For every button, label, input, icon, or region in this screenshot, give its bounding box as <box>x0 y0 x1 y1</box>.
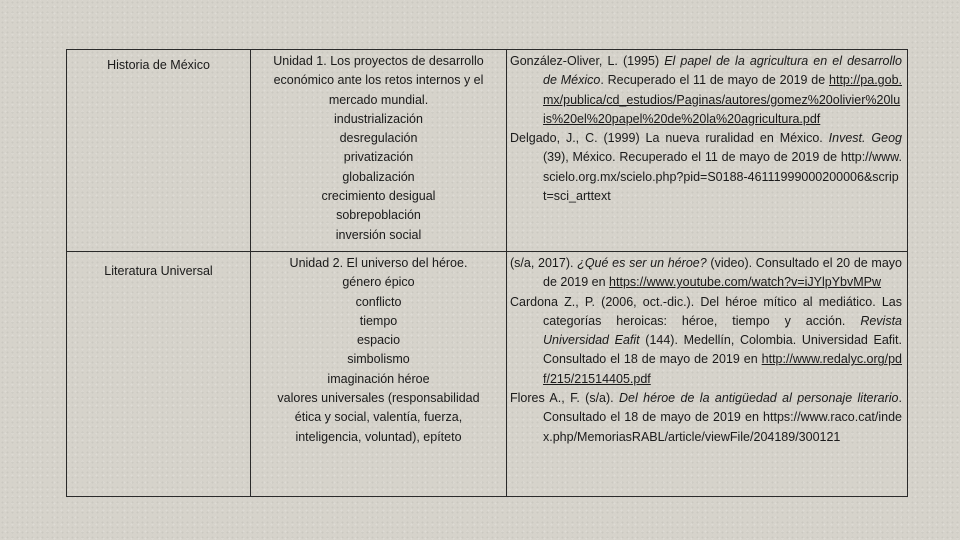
subject-cell <box>67 252 251 497</box>
unit-line: mercado mundial. <box>328 92 429 107</box>
unit-line: privatización <box>343 150 414 165</box>
reference-text: . Recuperado el 11 de mayo de 2019 de <box>600 73 830 88</box>
reference-text: Flores A., F. (s/a). <box>510 391 620 406</box>
unit-content <box>251 50 506 245</box>
reference-title: Invest. Geog <box>828 131 902 146</box>
unit-line: desregulación <box>339 131 418 146</box>
reference-entry <box>510 52 902 129</box>
unit-cell <box>251 50 507 252</box>
reference-text: (video). Consultado el 20 de mayo de 2019 en <box>543 256 903 290</box>
unit-content <box>251 252 506 447</box>
unit-line: económico ante los retos internos y el <box>273 73 484 88</box>
unit-line: crecimiento desigual <box>321 189 436 204</box>
reference-title: El papel de la agricultura en el desarrollo de México <box>543 54 902 88</box>
reference-entry <box>510 129 902 206</box>
references-content <box>507 252 907 447</box>
table-row <box>67 50 908 252</box>
subject-cell <box>67 50 251 252</box>
reference-text: (s/a, 2017). <box>510 256 578 270</box>
reference-link[interactable]: https://www.youtube.com/watch?v=iJYlpYbvMPw <box>609 275 882 290</box>
unit-line: inversión social <box>335 227 422 242</box>
unit-line: Unidad 1. Los proyectos de desarrollo <box>273 54 484 68</box>
unit-cell <box>251 252 507 497</box>
unit-line: tiempo <box>359 313 398 328</box>
reference-title: ¿Qué es ser un héroe? <box>577 256 707 270</box>
subject-label: Historia de México <box>107 58 210 72</box>
reference-text: González-Oliver, L. (1995) <box>510 54 665 68</box>
unit-line: conflicto <box>355 294 402 309</box>
unit-line: inteligencia, voluntad), epíteto <box>295 429 462 444</box>
reference-title: Del héroe de la antigüedad al personaje literario <box>619 391 899 406</box>
reference-text: (144). Medellín, Colombia. Universidad Eafit. Consultado el 18 de mayo de 2019 en <box>543 333 902 367</box>
references-cell <box>507 252 908 497</box>
unit-line: sobrepoblación <box>336 208 421 223</box>
table-row <box>67 252 908 497</box>
unit-line: ética y social, valentía, fuerza, <box>294 410 463 425</box>
unit-line: valores universales (responsabilidad <box>277 391 480 406</box>
reference-url: https://www.raco.cat/index.php/MemoriasRABL/article/viewFile/204189/300121 <box>543 410 902 444</box>
bibliography-table <box>66 49 908 497</box>
unit-line: Unidad 2. El universo del héroe. <box>289 256 468 270</box>
unit-line: simbolismo <box>347 352 410 367</box>
reference-text: (39), México. Recuperado el 11 de mayo de 2019 de <box>543 150 841 165</box>
reference-entry <box>510 293 902 389</box>
reference-text: Delgado, J., C. (1999) La nueva ruralidad en México. <box>510 131 829 146</box>
unit-line: imaginación héroe <box>327 371 430 386</box>
unit-line: espacio <box>356 333 401 348</box>
reference-text: Cardona Z., P. (2006, oct.-dic.). Del héroe mítico al mediático. Las categorías heroicas: héroe, tiempo y acción. <box>510 294 902 328</box>
reference-entry <box>510 389 902 447</box>
unit-line: género épico <box>342 275 415 290</box>
reference-text: . Consultado el 18 de mayo de 2019 en <box>543 391 902 425</box>
reference-link[interactable]: http://pa.gob.mx/publica/cd_estudios/Paginas/autores/gomez%20olivier%20luis%20el%20papel%20de%20la%20agricultura.pdf <box>543 73 902 126</box>
subject-label: Literatura Universal <box>104 264 213 278</box>
references-cell <box>507 50 908 252</box>
reference-entry <box>510 254 902 293</box>
unit-line: industrialización <box>334 111 423 126</box>
reference-link[interactable]: http://www.redalyc.org/pdf/215/21514405.pdf <box>543 352 902 386</box>
unit-line: globalización <box>342 169 415 184</box>
reference-title: Revista Universidad Eafit <box>543 313 902 348</box>
references-content <box>507 50 907 206</box>
reference-url: http://www.scielo.org.mx/scielo.php?pid=S0188-46111999000200006&script=sci_arttext <box>543 150 902 204</box>
